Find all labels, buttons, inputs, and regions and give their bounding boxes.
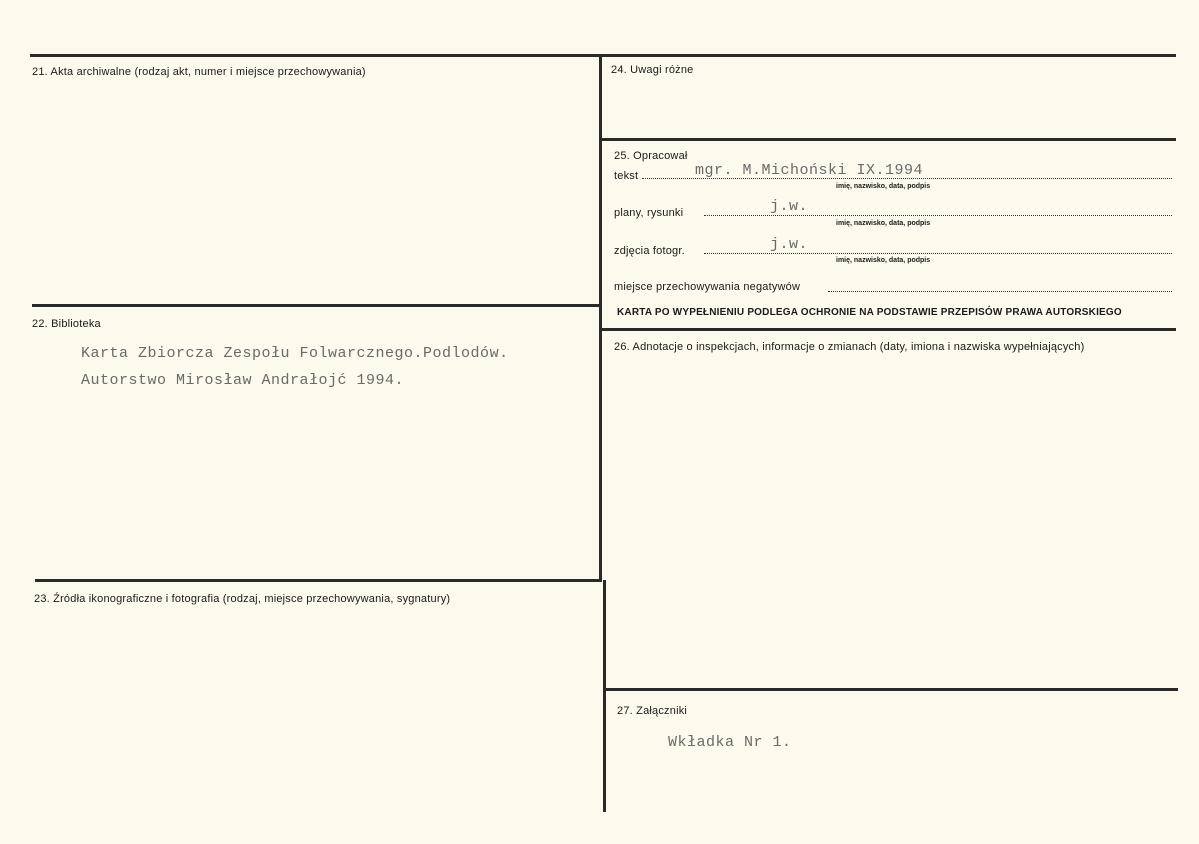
divider-26-27 (605, 688, 1178, 691)
field-24-label: 24. Uwagi różne (611, 64, 694, 76)
divider-25-26 (601, 328, 1176, 331)
zdjecia-value: j.w. (770, 236, 809, 253)
field-22-line-1: Karta Zbiorcza Zespołu Folwarcznego.Podlodów. (81, 345, 509, 362)
field-23-label: 23. Źródła ikonograficzne i fotografia (rodzaj, miejsce przechowywania, sygnatury) (34, 593, 451, 605)
field-22-line-2: Autorstwo Mirosław Andrałojć 1994. (81, 372, 405, 389)
center-divider-lower (603, 580, 606, 812)
plany-dotted-line (704, 215, 1172, 216)
center-divider-upper (599, 54, 602, 582)
negatywy-label: miejsce przechowywania negatywów (614, 281, 801, 293)
field-26-label: 26. Adnotacje o inspekcjach, informacje o zmianach (daty, imiona i nazwiska wypełniających) (614, 341, 1085, 353)
field-27-value: Wkładka Nr 1. (668, 734, 792, 751)
zdjecia-dotted-line (704, 253, 1172, 254)
plany-label: plany, rysunki (614, 207, 684, 219)
copyright-notice: KARTA PO WYPEŁNIENIU PODLEGA OCHRONIE NA PODSTAWIE PRZEPISÓW PRAWA AUTORSKIEGO (617, 307, 1122, 318)
zdjecia-caption: imię, nazwisko, data, podpis (836, 257, 931, 264)
plany-value: j.w. (770, 198, 809, 215)
divider-24-25 (601, 138, 1176, 141)
field-25-label: 25. Opracował (614, 150, 688, 162)
zdjecia-label: zdjęcia fotogr. (614, 245, 685, 257)
negatywy-dotted-line (828, 291, 1172, 292)
field-27-label: 27. Załączniki (617, 705, 688, 717)
tekst-label: tekst (614, 170, 639, 182)
tekst-caption: imię, nazwisko, data, podpis (836, 183, 931, 190)
top-border-line (30, 54, 1176, 57)
field-22-label: 22. Biblioteka (32, 318, 101, 330)
plany-caption: imię, nazwisko, data, podpis (836, 220, 931, 227)
tekst-value: mgr. M.Michoński IX.1994 (695, 162, 924, 179)
divider-21-22 (32, 304, 600, 307)
field-21-label: 21. Akta archiwalne (rodzaj akt, numer i miejsce przechowywania) (32, 66, 366, 78)
divider-22-23 (35, 579, 602, 582)
